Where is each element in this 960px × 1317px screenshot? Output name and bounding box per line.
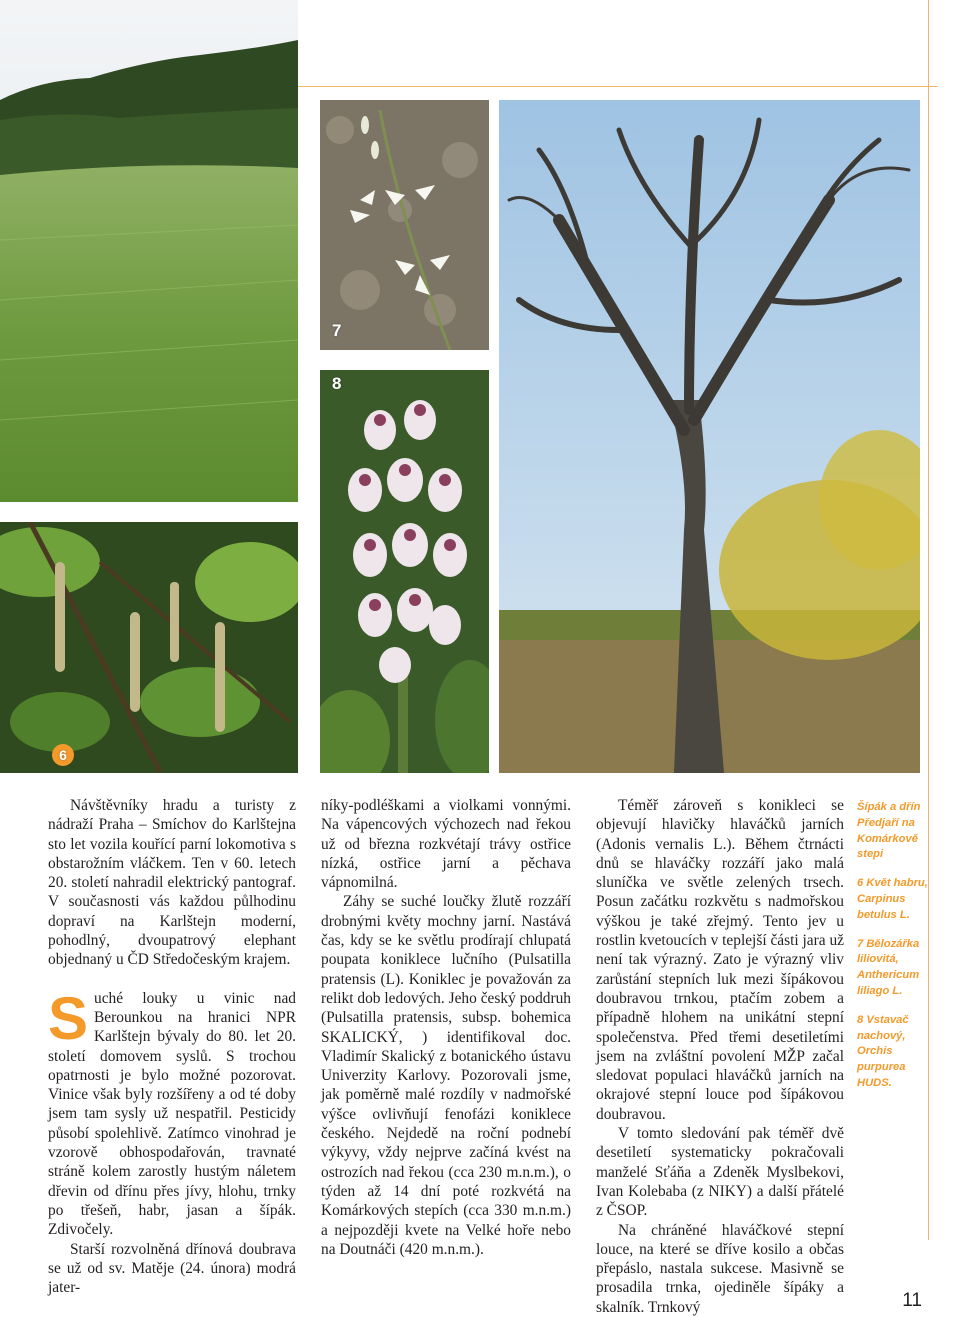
- meadow-photo: [0, 0, 298, 502]
- paragraph: [48, 984, 296, 1240]
- photo-number-8: 8: [332, 374, 342, 393]
- text-column-3: [596, 796, 844, 1317]
- photo-captions: [857, 800, 929, 1105]
- paragraph: V tomto sledování pak téměř dvě desetiletí systematicky pokračovali manželé Sťáňa a Zdeněk Myslbekovi, Ivan Kolebaba (z NIKY) a další přátelé z ČSOP.: [596, 1125, 844, 1220]
- paragraph: Záhy se suché loučky žlutě rozzáří drobnými květy mochny jarní. Nastává čas, kdy se ke světlu prodírají chlupatá poupata koniklece lučního (Pulsatilla pratensis (L). Koniklec je považován za relikt dob ledových. Jeho český poddruh (Pulsatilla pratensis, subsp. bohemica SKALICKÝ, ) identifikoval doc. Vladimír Skalický z botanického ústavu Univerzity Karlovy. Pozorovali jsme, jak poměrně malé rozdíly v nadmořské výšce ovlivňují fenofázi koniklece českého. Nejdedě na roční podnebí výkyvy, vždy nejprve začíná kvést na ostrozích nad řekou (cca 230 m.n.m.), o týden až 14 dní poté rozkvétá na Komárkových stepích (cca 330 m.n.m.) a nejpozději kvete na Velké hoře nebo na Doutnáči (420 m.n.m.).: [321, 893, 571, 1258]
- caption-oak: Šípák a dřín Předjaří na Komárkově stepi: [857, 801, 921, 861]
- page-number: 11: [902, 1290, 922, 1311]
- paragraph: níky-podléškami a violkami vonnými. Na vápencových výchozech nad řekou už od března rozkvétají trávy ostřice nízká, ostřice jarní a pěchava vápnomilná.: [321, 797, 571, 892]
- caption-lily: 7 Bělozářka liliovitá, Anthericum liliago L.: [857, 937, 920, 997]
- st-bernards-lily-photo: [320, 100, 489, 350]
- old-oak-photo: [499, 100, 920, 773]
- paragraph: Návštěvníky hradu a turisty z nádraží Praha – Smíchov do Karlštejna sto let vozila kouřící parní lokomotiva s obstarožním vláčkem. Ten v 60. letech 20. století nahradil elektrický pantograf. V současnosti vás každou půlhodinu dopraví na Karlštejn moderní, pohodlný, dvoupatrový elephant objednaný u ČD Středočeským krajem.: [48, 797, 296, 969]
- lady-orchid-photo: [320, 370, 489, 773]
- hornbeam-photo: [0, 522, 298, 773]
- paragraph-text: uché louky u vinic nad Berounkou na hranici NPR Karlštejn bývaly do 80. let 20. století domovem syslů. S trochou opatrnosti je bylo možné pozorovat. Vinice však byly rozšířeny a od té doby jsem tam sysly už nespatřil. Pesticidy působí spolehlivě. Zatímco vinohrad je vzorově obhospodařován, travnaté stráně kolem zarostly hustým náletem dřevin od dřínu přes jívy, hlohu, trnky po třešeň, habr, jasan a šípák. Zdivočely.: [48, 989, 296, 1239]
- text-column-2: [321, 796, 571, 1259]
- photo-number-6: 6: [52, 744, 74, 766]
- paragraph: Starší rozvolněná dřínová doubrava se už od sv. Matěje (24. února) modrá jater-: [48, 1240, 296, 1297]
- drop-cap: S: [48, 984, 89, 1052]
- paragraph: Na chráněné hlaváčkové stepní louce, na které se dříve kosilo a občas přepáslo, nastala sukcese. Masivně se prosadila trnka, ojediněle šípáky a skalník. Trnkový: [596, 1221, 844, 1316]
- paragraph: Téměř zároveň s konikleci se objevují hlavičky hlaváčků jarních (Adonis vernalis L.). Během čtrnácti dnů se hlaváčky rozzáří jako malá sluníčka ve světle zelených trsech. Posun začátku rozkvětu s nadmořskou výškou je také zřejmý. Tento jev u rostlin kvetoucích v teplejší části jara už není tak výrazný. Zato je výrazný vliv zarůstání stepních luk mezi šípákovou doubravou trnkou, ptačím zobem a případně hlohem na unikátní stepní společenstva. Před třemi desetiletími jsem na zvláštní povolení MŽP začal sledovat populaci hlaváčků jarních na okrajové stepní louce pod šípákovou doubravou.: [596, 797, 844, 1123]
- text-column-1: [48, 796, 296, 1297]
- caption-hornbeam: 6 Květ habru, Carpinus betulus L.: [857, 877, 928, 921]
- decorative-rule-horizontal: [298, 86, 938, 87]
- caption-orchid: 8 Vstavač nachový, Orchis purpurea HUDS.: [857, 1013, 909, 1089]
- photo-number-7: 7: [332, 321, 342, 340]
